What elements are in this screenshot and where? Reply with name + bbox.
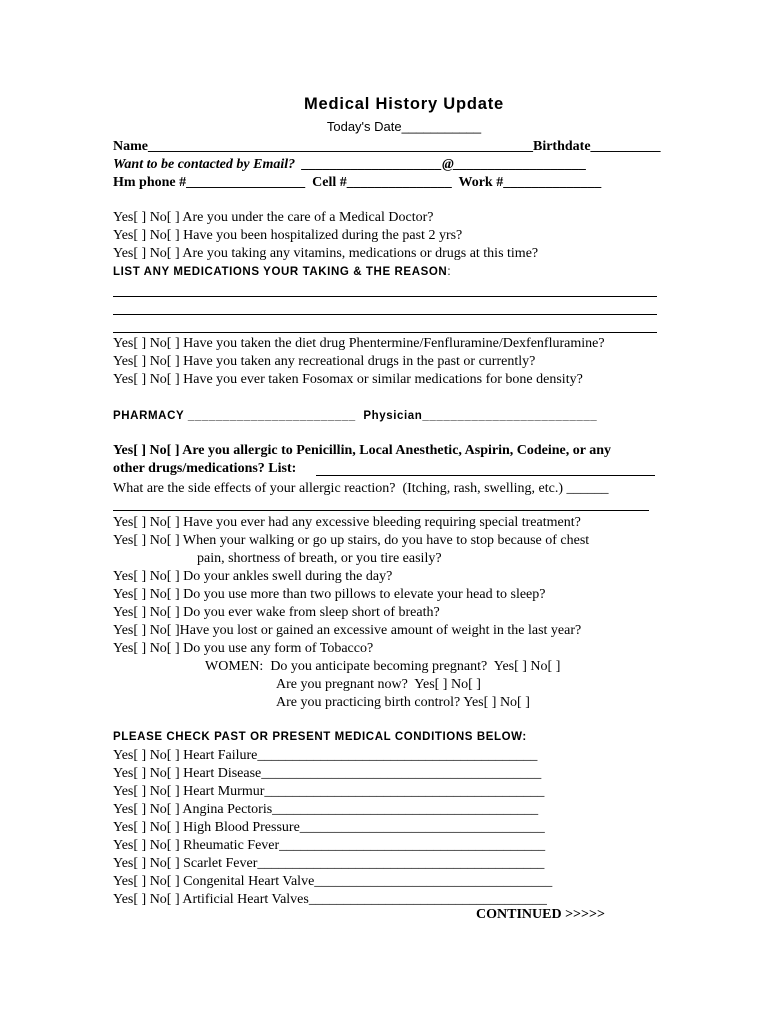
medications-heading	[113, 264, 451, 281]
allergy-question[interactable]: Yes[ ] No[ ] Are you allergic to Penicillin, Local Anesthetic, Aspirin, Codeine, or any	[113, 443, 612, 458]
question-fosomax[interactable]: Yes[ ] No[ ] Have you ever taken Fosomax or similar medications for bone density?	[113, 372, 583, 387]
question-recreational-drugs[interactable]: Yes[ ] No[ ] Have you taken any recreational drugs in the past or currently?	[113, 354, 536, 369]
condition-heart-disease[interactable]: Yes[ ] No[ ] Heart Disease________________________________________	[113, 766, 542, 781]
medications-heading-colon: :	[447, 266, 452, 278]
question-stairs[interactable]: Yes[ ] No[ ] When your walking or go up stairs, do you have to stop because of chest	[113, 533, 590, 548]
question-wake-breath[interactable]: Yes[ ] No[ ] Do you ever wake from sleep short of breath?	[113, 605, 440, 620]
pharmacy-physician-line[interactable]: PHARMACY ________________________ Physician_________________________	[113, 410, 598, 422]
women-birth-control[interactable]: Are you practicing birth control? Yes[ ] No[ ]	[276, 695, 530, 710]
continued-label: CONTINUED >>>>>	[476, 907, 605, 922]
allergy-side-effects[interactable]: What are the side effects of your allergic reaction? (Itching, rash, swelling, etc.) ______	[113, 481, 609, 496]
question-pillows[interactable]: Yes[ ] No[ ] Do you use more than two pillows to elevate your head to sleep?	[113, 587, 546, 602]
side-effects-line[interactable]	[113, 510, 649, 511]
name-birthdate-line[interactable]: Name_______________________________________________________Birthdate__________	[113, 139, 661, 154]
condition-rheumatic-fever[interactable]: Yes[ ] No[ ] Rheumatic Fever______________________________________	[113, 838, 546, 853]
question-ankles[interactable]: Yes[ ] No[ ] Do your ankles swell during the day?	[113, 569, 393, 584]
medications-line-3[interactable]	[113, 332, 657, 333]
condition-angina[interactable]: Yes[ ] No[ ] Angina Pectoris______________________________________	[113, 802, 539, 817]
women-pregnant-now[interactable]: Are you pregnant now? Yes[ ] No[ ]	[276, 677, 481, 692]
question-hospitalized[interactable]: Yes[ ] No[ ] Have you been hospitalized during the past 2 yrs?	[113, 228, 463, 243]
conditions-heading: PLEASE CHECK PAST OR PRESENT MEDICAL CONDITIONS BELOW:	[113, 731, 527, 743]
condition-heart-murmur[interactable]: Yes[ ] No[ ] Heart Murmur________________________________________	[113, 784, 545, 799]
question-medical-doctor[interactable]: Yes[ ] No[ ] Are you under the care of a Medical Doctor?	[113, 210, 434, 225]
question-vitamins[interactable]: Yes[ ] No[ ] Are you taking any vitamins, medications or drugs at this time?	[113, 246, 539, 261]
phone-line[interactable]: Hm phone #_________________ Cell #_______________ Work #______________	[113, 175, 602, 190]
page-title: Medical History Update	[303, 95, 505, 113]
email-line[interactable]: Want to be contacted by Email? ____________________@___________________	[113, 157, 587, 172]
women-pregnant-anticipate[interactable]: WOMEN: Do you anticipate becoming pregnant? Yes[ ] No[ ]	[205, 659, 561, 674]
condition-high-blood-pressure[interactable]: Yes[ ] No[ ] High Blood Pressure___________________________________	[113, 820, 545, 835]
allergy-list-line[interactable]	[316, 475, 655, 476]
question-bleeding[interactable]: Yes[ ] No[ ] Have you ever had any excessive bleeding requiring special treatment?	[113, 515, 581, 530]
question-diet-drug[interactable]: Yes[ ] No[ ] Have you taken the diet drug Phentermine/Fenfluramine/Dexfenfluramine?	[113, 336, 605, 351]
question-weight[interactable]: Yes[ ] No[ ]Have you lost or gained an excessive amount of weight in the last year?	[113, 623, 582, 638]
condition-artificial-heart-valves[interactable]: Yes[ ] No[ ] Artificial Heart Valves__________________________________	[113, 892, 547, 907]
condition-heart-failure[interactable]: Yes[ ] No[ ] Heart Failure________________________________________	[113, 748, 538, 763]
condition-congenital-heart-valve[interactable]: Yes[ ] No[ ] Congenital Heart Valve__________________________________	[113, 874, 553, 889]
todays-date-field[interactable]: Today's Date___________	[326, 119, 482, 134]
medications-line-2[interactable]	[113, 314, 657, 315]
question-stairs-continued: pain, shortness of breath, or you tire easily?	[197, 551, 442, 566]
condition-scarlet-fever[interactable]: Yes[ ] No[ ] Scarlet Fever_________________________________________	[113, 856, 545, 871]
medications-line-1[interactable]	[113, 296, 657, 297]
medications-heading-text: LIST ANY MEDICATIONS YOUR TAKING & THE REASON	[113, 266, 448, 278]
allergy-list-label: other drugs/medications? List:	[113, 461, 300, 476]
question-tobacco[interactable]: Yes[ ] No[ ] Do you use any form of Tobacco?	[113, 641, 374, 656]
